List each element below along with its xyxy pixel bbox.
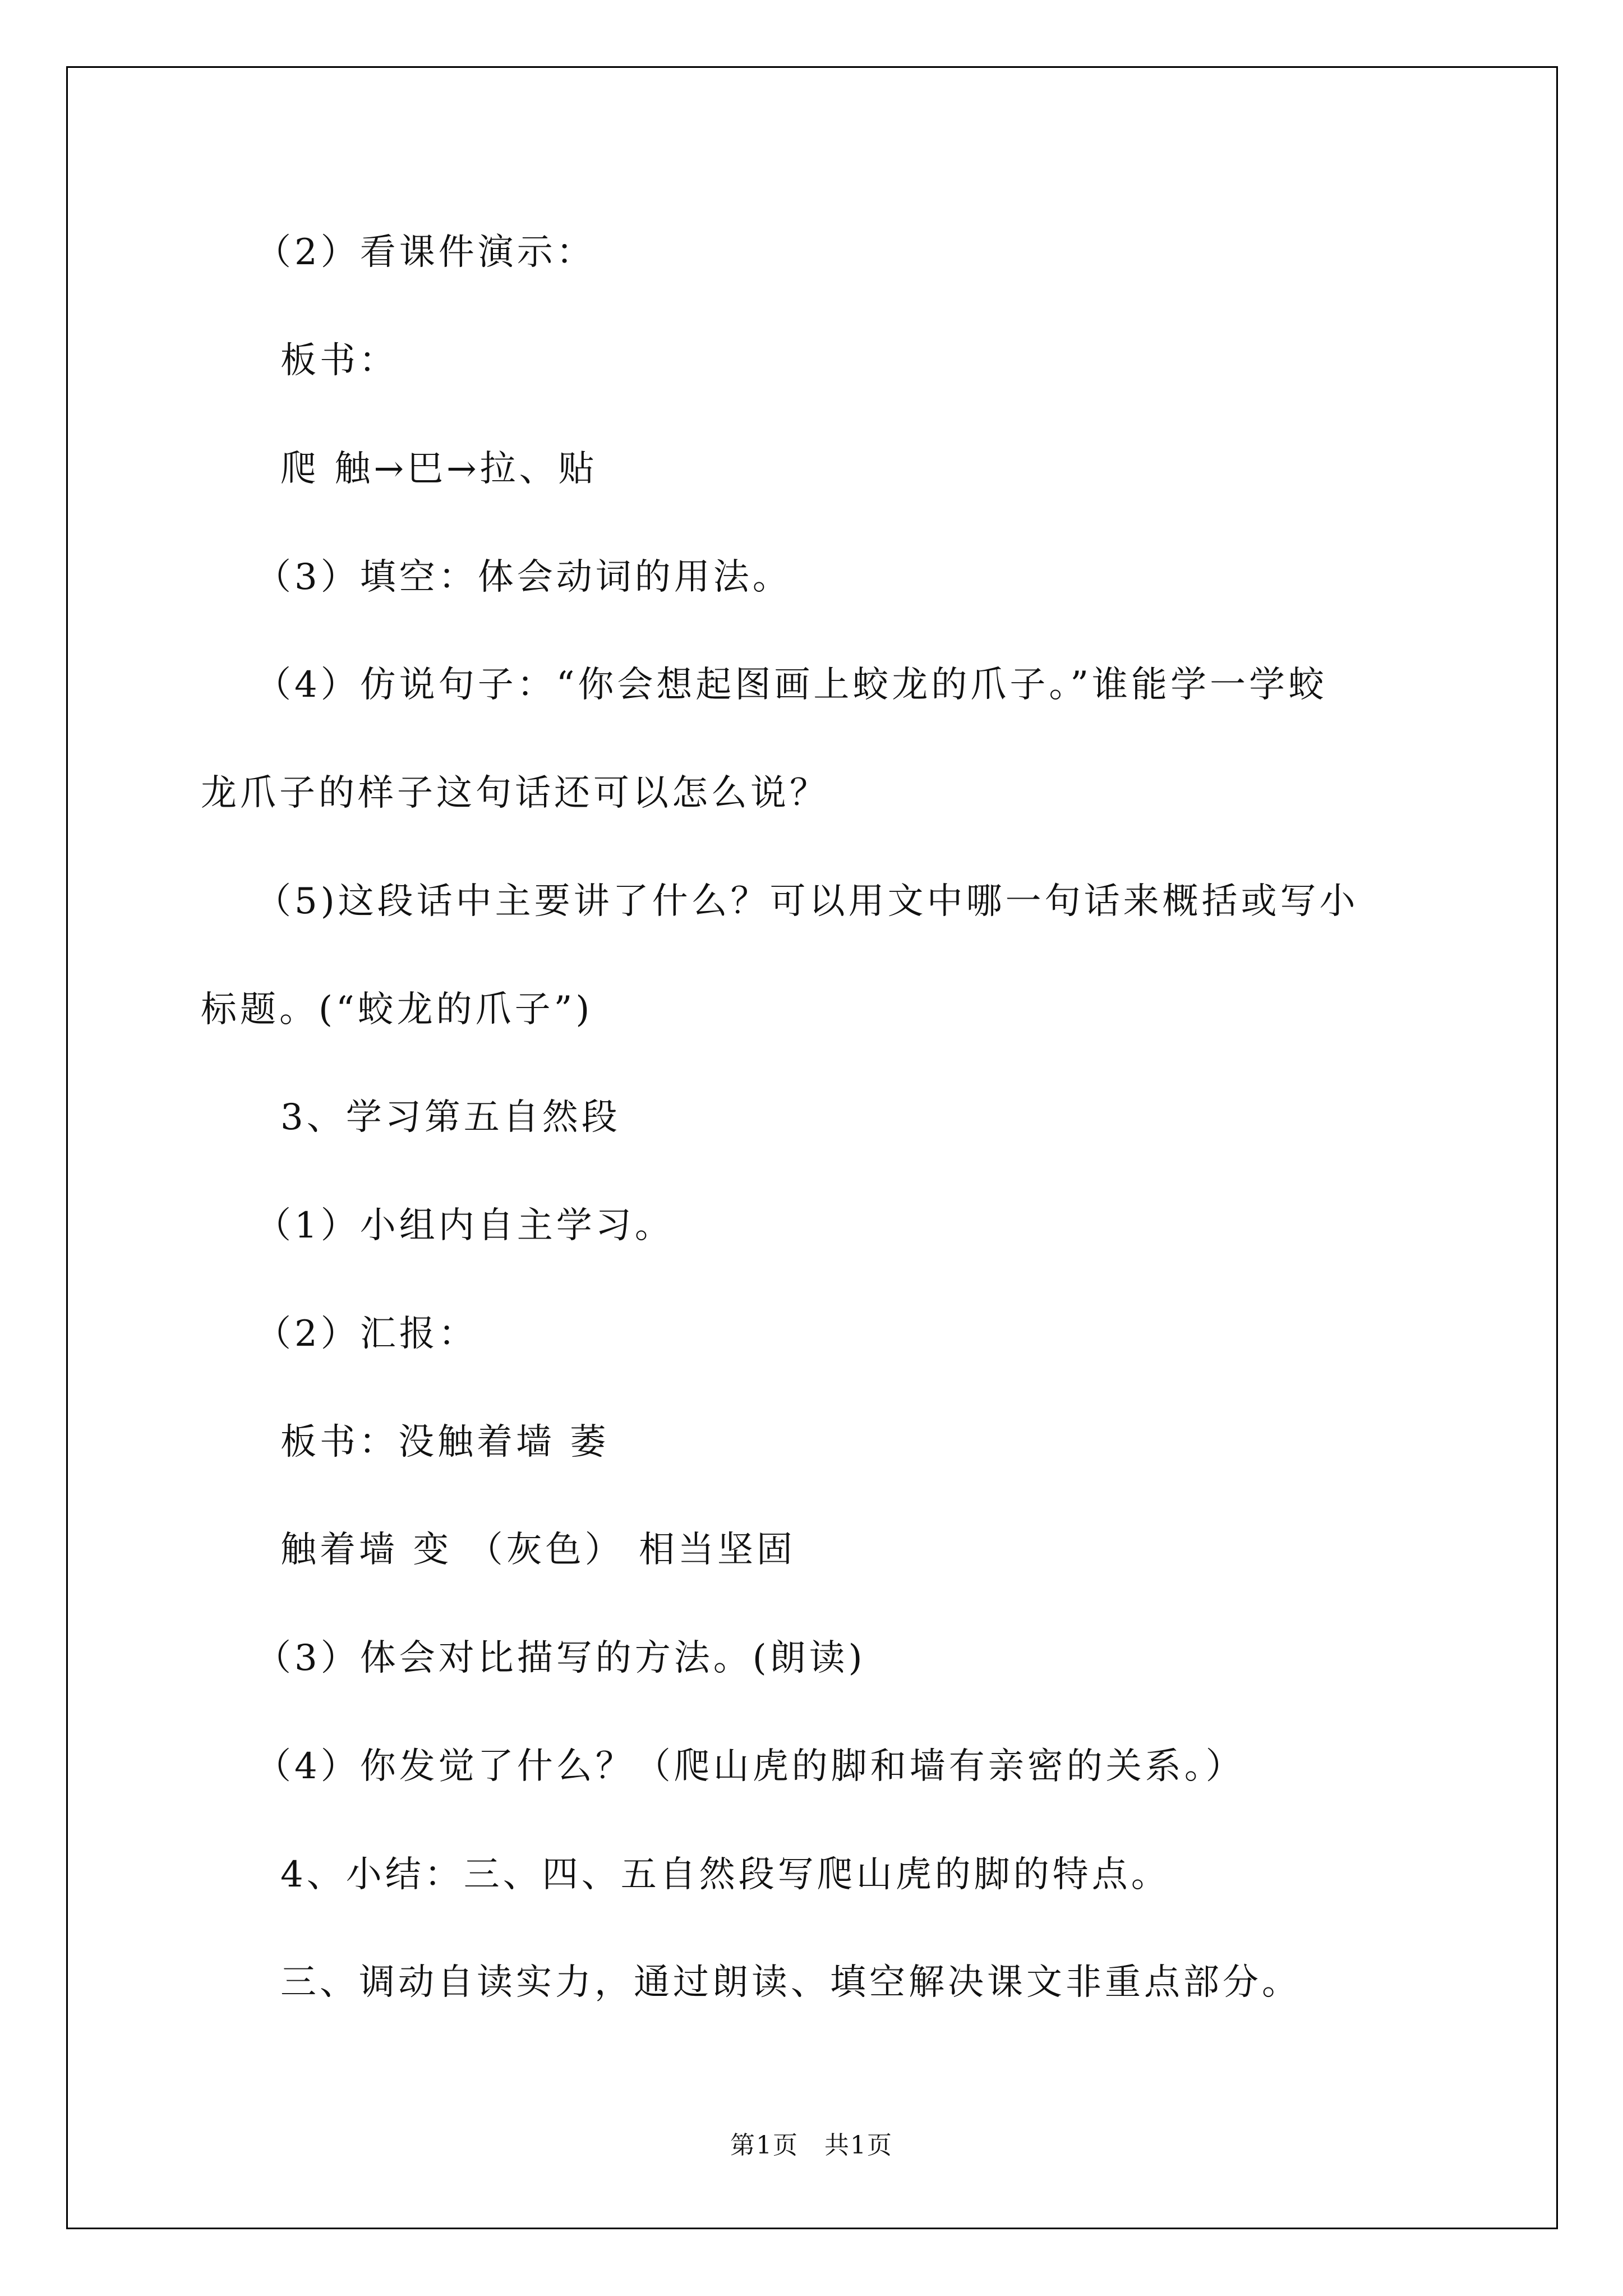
text-line-6: 龙爪子的样子这句话还可以怎么说？ (201, 772, 829, 814)
page-border (66, 66, 1558, 2229)
text-line-13: 触着墙 变 （灰色） 相当坚固 (280, 1529, 796, 1571)
text-line-3: 爬 触→巴→拉、贴 (280, 448, 598, 490)
text-line-10: （1）小组内自主学习。 (255, 1205, 674, 1246)
text-line-12: 板书：没触着墙 萎 (280, 1421, 610, 1463)
page-number-footer: 第1页 共1页 (730, 2131, 893, 2160)
text-line-1: （2）看课件演示： (255, 232, 596, 273)
text-line-7: （5)这段话中主要讲了什么？可以用文中哪一句话来概括或写小 (255, 881, 1359, 922)
text-line-15: （4）你发觉了什么？（爬山虎的脚和墙有亲密的关系。） (255, 1746, 1245, 1787)
text-line-16: 4、小结：三、四、五自然段写爬山虎的脚的特点。 (280, 1854, 1170, 1895)
text-line-2: 板书： (280, 340, 398, 381)
text-line-4: （3）填空：体会动词的用法。 (255, 556, 792, 598)
text-line-11: （2）汇报： (255, 1313, 478, 1355)
text-line-5: （4）仿说句子：“你会想起图画上蛟龙的爪子。”谁能学一学蛟 (255, 664, 1328, 706)
text-line-9: 3、学习第五自然段 (280, 1097, 621, 1138)
text-line-17: 三、调动自读实力，通过朗读、填空解决课文非重点部分。 (280, 1962, 1301, 2003)
text-line-8: 标题。(“蛟龙的爪子”) (201, 989, 593, 1030)
text-line-14: （3）体会对比描写的方法。(朗读) (255, 1637, 866, 1679)
